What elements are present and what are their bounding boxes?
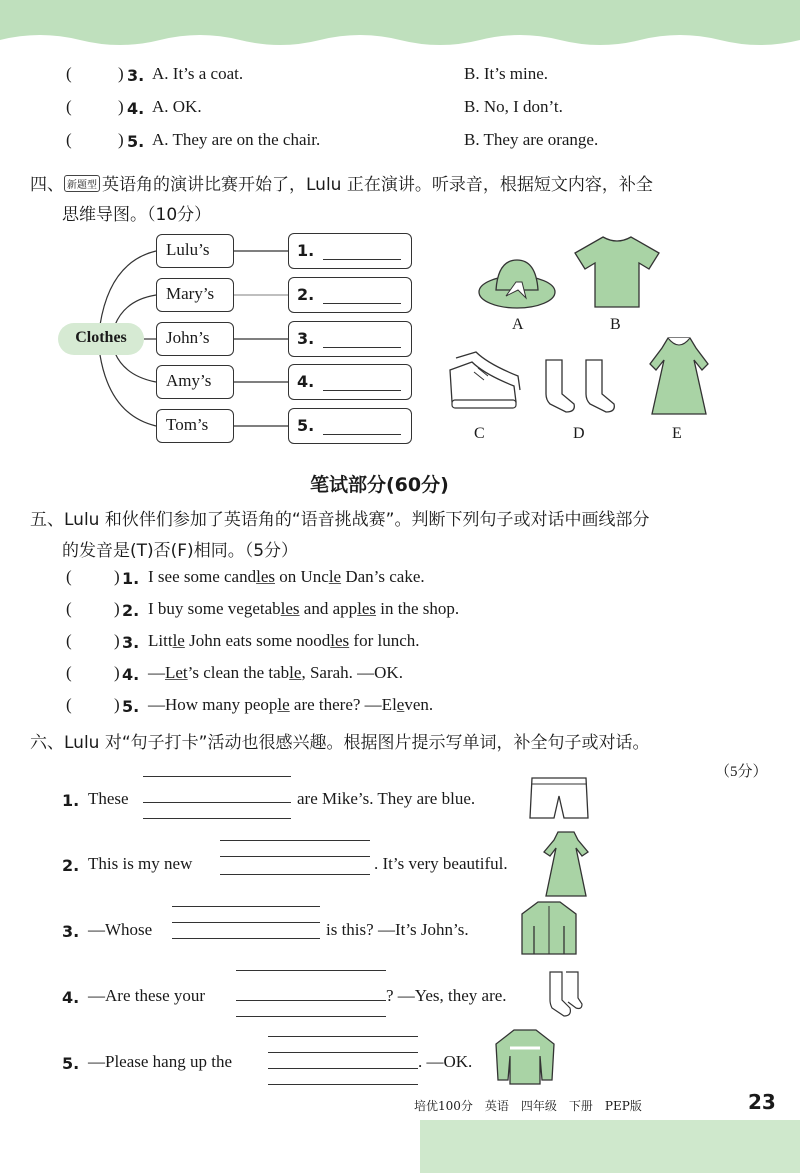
pic-label-a: A <box>512 316 524 333</box>
sentence-pre: These <box>88 789 129 808</box>
sentence-pre: This is my new <box>88 854 193 873</box>
answer-line <box>323 390 401 391</box>
paren-close: ) <box>114 631 120 650</box>
hat-icon <box>476 252 558 312</box>
answer-paren[interactable]: ( <box>66 130 72 149</box>
writing-guide-line <box>143 818 291 819</box>
answer-paren[interactable]: ( <box>66 695 72 714</box>
item-number: 5. <box>122 697 140 716</box>
jacket-icon <box>518 898 580 958</box>
writing-answer-line[interactable] <box>143 802 291 803</box>
sentence-pre: —Please hang up the <box>88 1052 232 1071</box>
pic-label-d: D <box>573 425 585 442</box>
writing-guide-line <box>268 1036 418 1037</box>
item-number: 4. <box>62 988 80 1007</box>
socks-icon <box>540 356 622 416</box>
answer-number: 1. <box>297 241 315 260</box>
bottom-decor-band <box>420 1120 800 1173</box>
dress-icon <box>646 334 712 418</box>
writing-guide-line <box>236 1016 386 1017</box>
writing-guide-line <box>143 776 291 777</box>
item-number: 2. <box>62 856 80 875</box>
answer-box-2[interactable] <box>288 277 412 313</box>
writing-answer-line[interactable] <box>220 874 370 875</box>
answer-paren[interactable]: ( <box>66 97 72 116</box>
new-type-badge: 新题型 <box>64 175 100 192</box>
pic-label-b: B <box>610 316 621 333</box>
writing-guide-line <box>268 1052 418 1053</box>
answer-paren[interactable]: ( <box>66 567 72 586</box>
writing-guide-line <box>220 856 370 857</box>
paren-close: ) <box>118 64 124 83</box>
section6-instruction: 六、Lulu 对“句子打卡”活动也很感兴趣。根据图片提示写单词，补全句子或对话。 <box>30 733 650 753</box>
name-box-tom: Tom’s <box>156 409 234 443</box>
answer-paren[interactable]: ( <box>66 631 72 650</box>
section5-instruction: 五、Lulu 和伙伴们参加了英语角的“语音挑战赛”。判断下列句子或对话中画线部分 <box>30 510 650 530</box>
item-number: 3. <box>122 633 140 652</box>
sentence-post: are Mike’s. They are blue. <box>297 789 476 808</box>
sweater-icon <box>492 1026 558 1088</box>
paren-close: ) <box>114 599 120 618</box>
item-number: 5. <box>62 1054 80 1073</box>
sentence: I see some candles on Uncle Dan’s cake. <box>148 567 425 586</box>
sentence-post: . —OK. <box>418 1052 473 1071</box>
answer-line <box>323 259 401 260</box>
sentence-post: is this? —It’s John’s. <box>326 920 469 939</box>
answer-paren[interactable]: ( <box>66 663 72 682</box>
option-a: A. It’s a coat. <box>152 64 244 83</box>
item-number: 3. <box>62 922 80 941</box>
answer-line <box>323 347 401 348</box>
sentence-pre: —Whose <box>88 920 153 939</box>
section5-instruction-line2: 的发音是(T)否(F)相同。（5分） <box>62 541 299 561</box>
sneakers-icon <box>444 350 522 414</box>
answer-box-5[interactable] <box>288 408 412 444</box>
item-number: 1. <box>62 791 80 810</box>
name-box-lulu: Lulu’s <box>156 234 234 268</box>
writing-guide-line <box>236 970 386 971</box>
sentence: —Let’s clean the table, Sarah. —OK. <box>148 663 403 682</box>
answer-number: 2. <box>297 285 315 304</box>
item-number: 4. <box>122 665 140 684</box>
section4-number: 四、 <box>30 175 64 195</box>
item-number: 4. <box>127 99 145 118</box>
sentence: —How many people are there? —Eleven. <box>148 695 434 714</box>
section4-text-line2: 思维导图。（10分） <box>62 205 212 225</box>
answer-number: 3. <box>297 329 315 348</box>
name-box-amy: Amy’s <box>156 365 234 399</box>
sentence-post: ? —Yes, they are. <box>386 986 507 1005</box>
written-part-title: 笔试部分(60分) <box>310 474 449 496</box>
writing-answer-line[interactable] <box>236 1000 386 1001</box>
sentence-post: . It’s very beautiful. <box>374 854 508 873</box>
paren-close: ) <box>118 130 124 149</box>
name-box-john: John’s <box>156 322 234 356</box>
section4-text: 英语角的演讲比赛开始了，Lulu 正在演讲。听录音，根据短文内容，补全 <box>102 175 653 195</box>
option-b: B. It’s mine. <box>464 64 549 83</box>
writing-guide-line <box>220 840 370 841</box>
item-number: 5. <box>127 132 145 151</box>
tshirt-icon <box>573 233 661 311</box>
answer-paren[interactable]: ( <box>66 599 72 618</box>
item-number: 1. <box>122 569 140 588</box>
answer-box-4[interactable] <box>288 364 412 400</box>
answer-number: 4. <box>297 372 315 391</box>
paren-close: ) <box>114 663 120 682</box>
writing-guide-line <box>172 906 320 907</box>
paren-close: ) <box>118 97 124 116</box>
footer-book-info: 培优100分 英语 四年级 下册 PEP版 <box>414 1099 642 1113</box>
pic-label-c: C <box>474 425 485 442</box>
writing-guide-line <box>172 922 320 923</box>
option-a: A. They are on the chair. <box>152 130 321 149</box>
socks-icon <box>546 968 584 1020</box>
writing-answer-line[interactable] <box>172 938 320 939</box>
dress-icon <box>540 828 592 900</box>
name-box-mary: Mary’s <box>156 278 234 312</box>
item-number: 3. <box>127 66 145 85</box>
sentence: I buy some vegetables and apples in the shop. <box>148 599 460 618</box>
writing-answer-line[interactable] <box>268 1068 418 1069</box>
option-a: A. OK. <box>152 97 202 116</box>
section6-score: （5分） <box>715 764 768 780</box>
item-number: 2. <box>122 601 140 620</box>
answer-paren[interactable]: ( <box>66 64 72 83</box>
answer-number: 5. <box>297 416 315 435</box>
answer-line <box>323 434 401 435</box>
pic-label-e: E <box>672 425 682 442</box>
writing-guide-line <box>268 1084 418 1085</box>
answer-line <box>323 303 401 304</box>
answer-box-1[interactable] <box>288 233 412 269</box>
answer-box-3[interactable] <box>288 321 412 357</box>
paren-close: ) <box>114 567 120 586</box>
option-b: B. No, I don’t. <box>464 97 563 116</box>
mind-map-center: Clothes <box>58 323 144 355</box>
paren-close: ) <box>114 695 120 714</box>
option-b: B. They are orange. <box>464 130 599 149</box>
shorts-icon <box>528 774 590 822</box>
sentence-pre: —Are these your <box>88 986 206 1005</box>
page-number: 23 <box>748 1090 776 1114</box>
sentence: Little John eats some noodles for lunch. <box>148 631 420 650</box>
